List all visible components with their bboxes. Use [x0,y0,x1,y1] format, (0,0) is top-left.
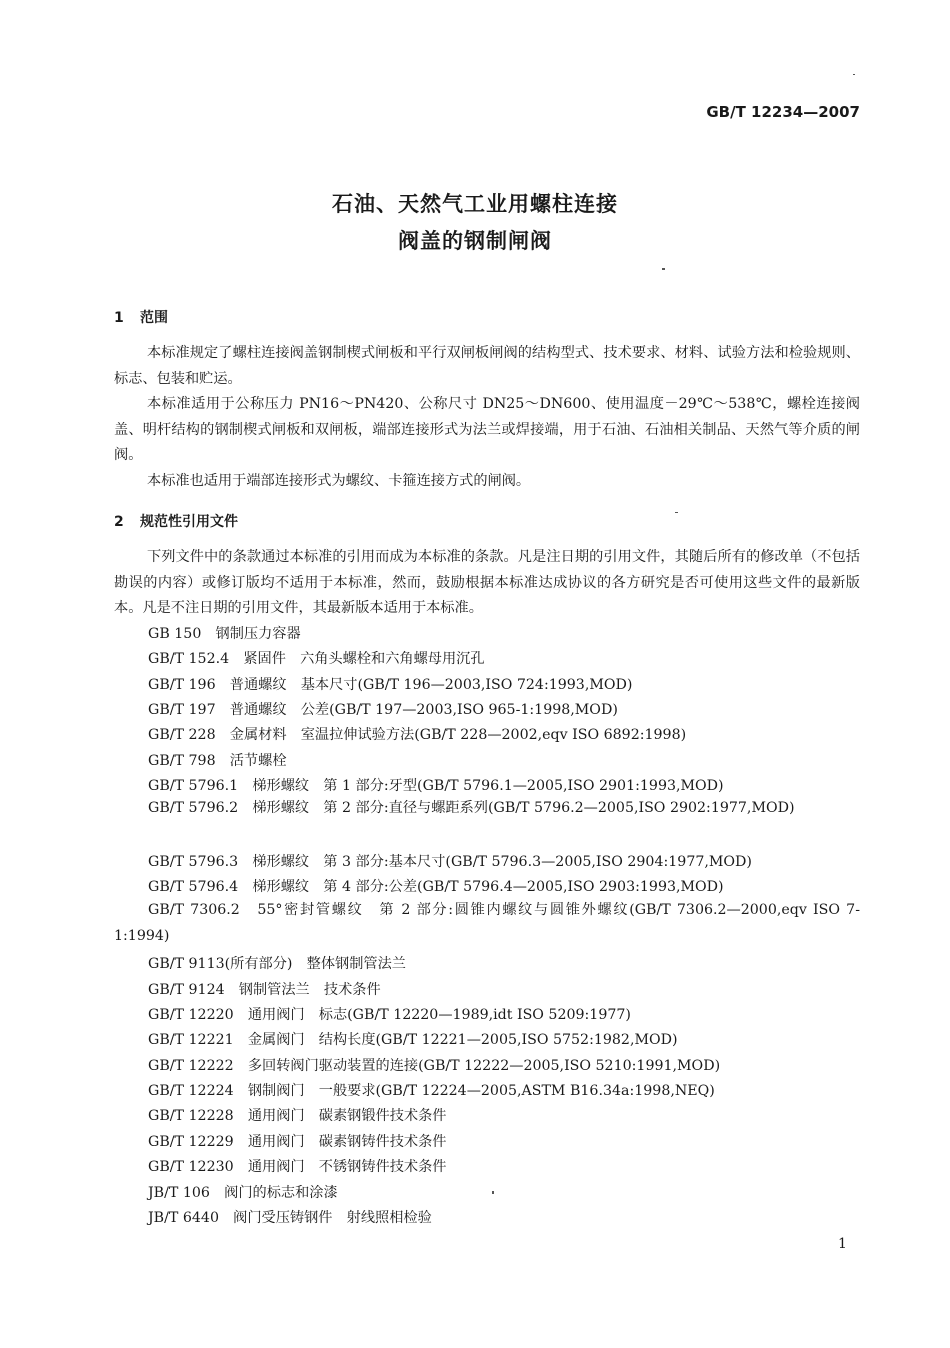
scan-speck [492,1191,494,1194]
reference-item: GB/T 9113(所有部分) 整体钢制管法兰 [148,956,406,972]
reference-item: GB/T 12221 金属阀门 结构长度(GB/T 12221—2005,ISO 5752:1982,MOD) [148,1032,678,1048]
paragraph: 本标准适用于公称压力 PN16～PN420、公称尺寸 DN25～DN600、使用温度－29℃～538℃，螺栓连接阀盖、明杆结构的钢制楔式闸板和双闸板，端部连接形式为法兰或焊接端，用于石油、石油相关制品、天然气等介质的闸阀。 [114,396,860,463]
section-title: 范围 [140,310,168,326]
reference-item: GB/T 7306.2 55°密封管螺纹 第 2 部分:圆锥内螺纹与圆锥外螺纹(GB/T 7306.2—2000,eqv ISO 7-1:1994) [114,902,860,944]
reference-item: GB/T 798 活节螺栓 [148,753,287,769]
section-number: 1 [114,310,124,326]
section-2-heading [114,511,238,531]
reference-item: GB/T 12224 钢制阀门 一般要求(GB/T 12224—2005,ASTM B16.34a:1998,NEQ) [148,1083,715,1099]
reference-item: GB/T 9124 钢制管法兰 技术条件 [148,982,381,998]
reference-item: GB/T 196 普通螺纹 基本尺寸(GB/T 196—2003,ISO 724:1993,MOD) [148,677,633,693]
reference-item: GB/T 228 金属材料 室温拉伸试验方法(GB/T 228—2002,eqv ISO 6892:1998) [148,727,687,743]
reference-item: GB/T 12222 多回转阀门驱动装置的连接(GB/T 12222—2005,ISO 5210:1991,MOD) [148,1058,721,1074]
reference-item: GB/T 197 普通螺纹 公差(GB/T 197—2003,ISO 965-1:1998,MOD) [148,702,618,718]
reference-item: GB 150 钢制压力容器 [148,626,301,642]
standard-code: GB/T 12234—2007 [706,103,860,121]
reference-item: JB/T 6440 阀门受压铸钢件 射线照相检验 [148,1210,432,1226]
document-title-line-2: 阀盖的钢制闸阀 [398,229,552,253]
section-1-heading [114,307,168,327]
reference-item: GB/T 5796.1 梯形螺纹 第 1 部分:牙型(GB/T 5796.1—2005,ISO 2901:1993,MOD) [148,778,724,794]
scan-speck [853,74,855,75]
section-title: 规范性引用文件 [140,514,238,530]
paragraph: 本标准规定了螺柱连接阀盖钢制楔式闸板和平行双闸板闸阀的结构型式、技术要求、材料、试验方法和检验规则、标志、包装和贮运。 [114,345,860,387]
paragraph: 本标准也适用于端部连接形式为螺纹、卡箍连接方式的闸阀。 [147,473,531,489]
reference-item: JB/T 106 阀门的标志和涂漆 [148,1185,338,1201]
reference-item: GB/T 12230 通用阀门 不锈钢铸件技术条件 [148,1159,447,1175]
reference-item: GB/T 5796.4 梯形螺纹 第 4 部分:公差(GB/T 5796.4—2005,ISO 2903:1993,MOD) [148,879,724,895]
reference-item: GB/T 12229 通用阀门 碳素钢铸件技术条件 [148,1134,447,1150]
reference-item: GB/T 152.4 紧固件 六角头螺栓和六角螺母用沉孔 [148,651,485,667]
reference-item: GB/T 5796.3 梯形螺纹 第 3 部分:基本尺寸(GB/T 5796.3—2005,ISO 2904:1977,MOD) [148,854,752,870]
scan-speck [675,512,678,513]
document-title-line-1: 石油、天然气工业用螺柱连接 [332,192,618,216]
page-number: 1 [838,1236,847,1252]
reference-item: GB/T 12220 通用阀门 标志(GB/T 12220—1989,idt ISO 5209:1977) [148,1007,631,1023]
paragraph: 下列文件中的条款通过本标准的引用而成为本标准的条款。凡是注日期的引用文件，其随后所有的修改单（不包括勘误的内容）或修订版均不适用于本标准，然而，鼓励根据本标准达成协议的各方研究是否可使用这些文件的最新版本。凡是不注日期的引用文件，其最新版本适用于本标准。 [114,549,860,616]
scan-speck [662,268,665,270]
reference-item: GB/T 12228 通用阀门 碳素钢锻件技术条件 [148,1108,447,1124]
reference-item: GB/T 5796.2 梯形螺纹 第 2 部分:直径与螺距系列(GB/T 5796.2—2005,ISO 2902:1977,MOD) [148,800,795,816]
section-number: 2 [114,514,124,530]
